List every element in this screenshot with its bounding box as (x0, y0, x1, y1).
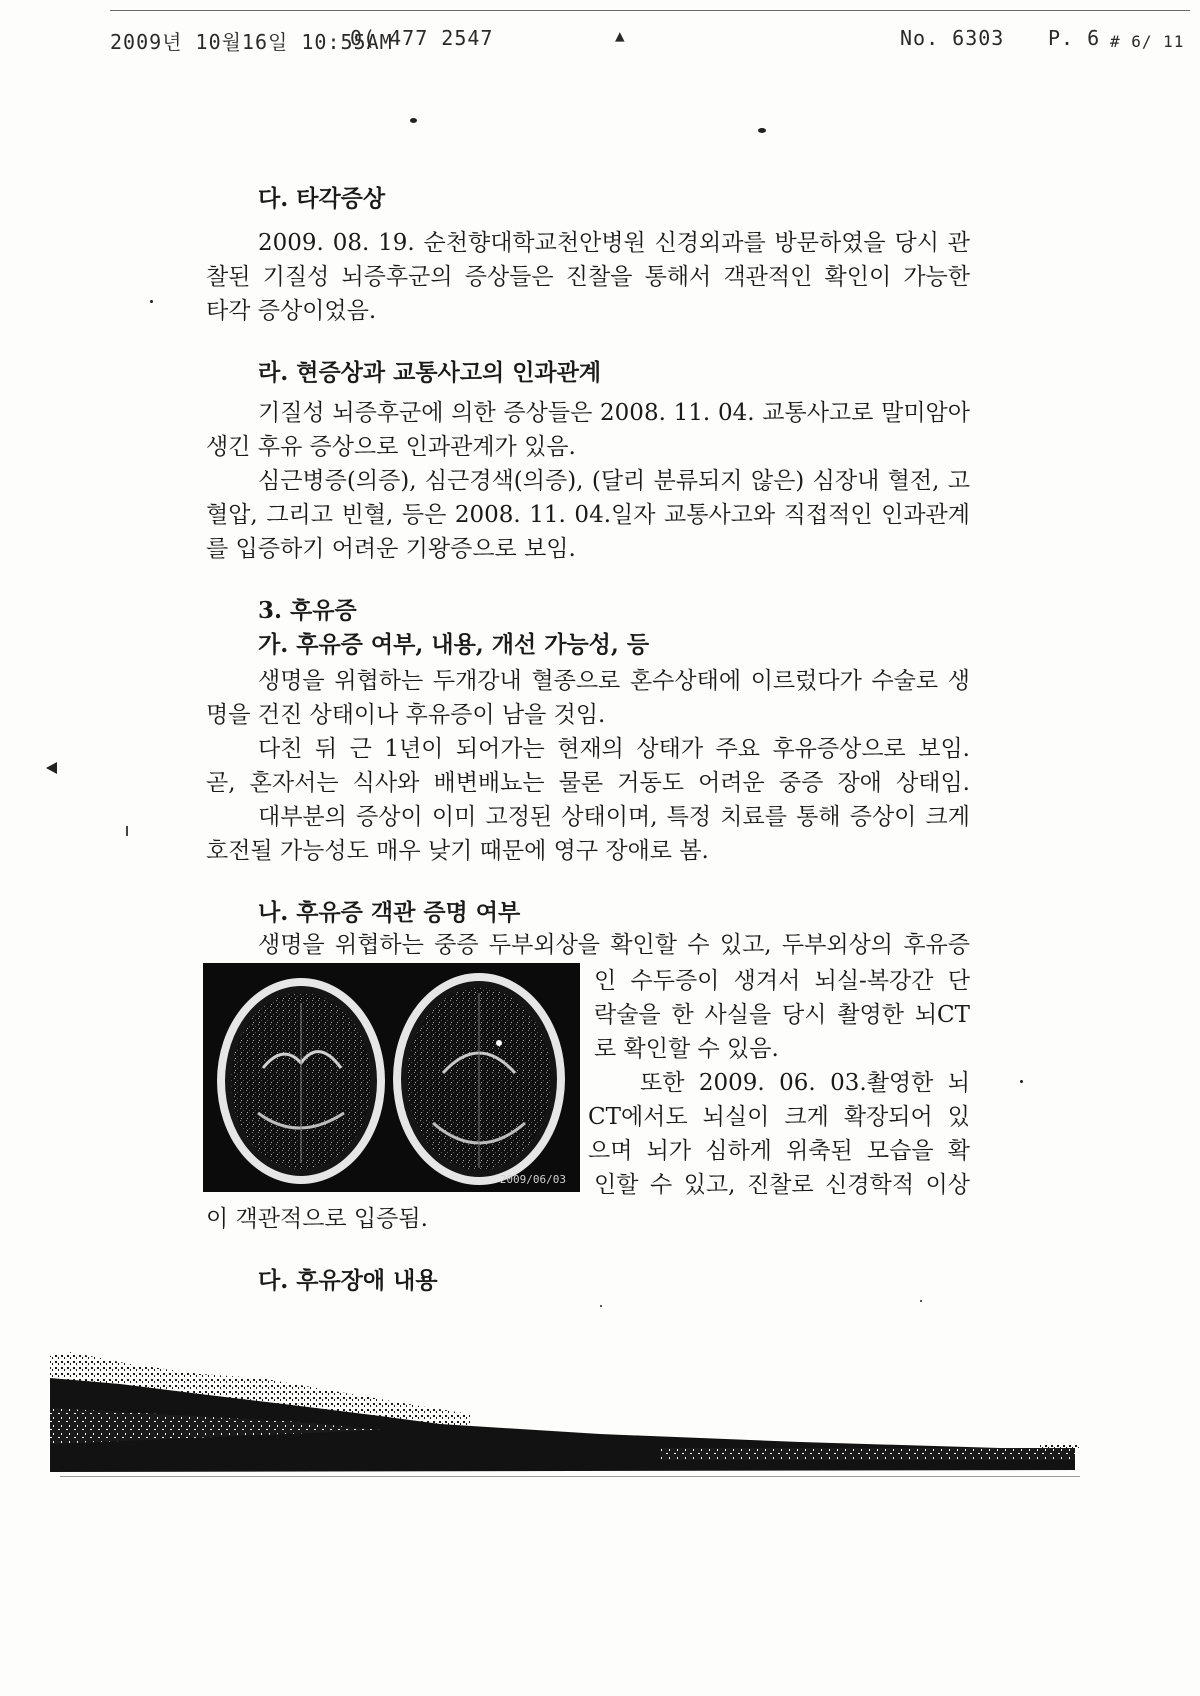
subsection-heading-objective-proof: 나. 후유증 객관 증명 여부 (258, 899, 521, 926)
scan-speck (920, 1300, 922, 1302)
scan-speck (410, 118, 417, 123)
body-line: 곧, 혼자서는 식사와 배변배뇨는 물론 거동도 어려운 중증 장애 상태임. (206, 770, 970, 796)
body-line: 인 수두증이 생겨서 뇌실-복강간 단 (594, 968, 970, 994)
scan-artifact-band (0, 1348, 1200, 1488)
scan-speck (600, 1305, 602, 1307)
section-heading-sequelae: 3. 후유증 (258, 597, 357, 624)
body-line: 다친 뒤 근 1년이 되어가는 현재의 상태가 주요 후유증상으로 보임. (258, 736, 970, 762)
fax-job-number: No. 6303 (900, 26, 1005, 50)
body-line: 이 객관적으로 입증됨. (206, 1206, 428, 1232)
body-line: 락술을 한 사실을 당시 촬영한 뇌CT (594, 1002, 970, 1028)
body-line: 를 입증하기 어려운 기왕증으로 보임. (206, 536, 576, 562)
body-line: 심근병증(의증), 심근경색(의증), (달리 분류되지 않은) 심장내 혈전, 고 (258, 468, 970, 494)
body-line: 으며 뇌가 심하게 위축된 모습을 확 (588, 1138, 970, 1164)
body-line: 생명을 위협하는 중증 두부외상을 확인할 수 있고, 두부외상의 후유증 (258, 932, 970, 958)
section-heading-causality: 라. 현증상과 교통사고의 인과관계 (258, 359, 602, 386)
body-line: 로 확인할 수 있음. (594, 1036, 779, 1062)
fax-page-number: P. 6 (1048, 26, 1101, 50)
body-line: 기질성 뇌증후군에 의한 증상들은 2008. 11. 04. 교통사고로 말미암아 (258, 400, 970, 426)
body-line: 명을 건진 상태이나 후유증이 남을 것임. (206, 702, 606, 728)
fax-header-rule (110, 10, 1190, 11)
body-line: 호전될 가능성도 매우 낮기 때문에 영구 장애로 봄. (206, 838, 709, 864)
margin-tick (126, 826, 128, 836)
subsection-heading-disability-content: 다. 후유장애 내용 (258, 1267, 438, 1294)
body-line: 대부분의 증상이 이미 고정된 상태이며, 특정 치료를 통해 증상이 크게 (258, 804, 970, 830)
section-heading-objective-symptoms: 다. 타각증상 (258, 185, 386, 212)
fax-header (110, 18, 1190, 58)
body-line: 또한 2009. 06. 03.촬영한 뇌 (640, 1070, 970, 1096)
fax-page-count: # 6/ 11 (1110, 32, 1185, 51)
triangle-up-icon: ▲ (615, 26, 626, 45)
subsection-heading-sequelae-content: 가. 후유증 여부, 내용, 개선 가능성, 등 (258, 631, 650, 658)
body-line: 인할 수 있고, 진찰로 신경학적 이상 (594, 1172, 970, 1198)
body-line: 찰된 기질성 뇌증후군의 증상들은 진찰을 통해서 객관적인 확인이 가능한 (206, 264, 970, 290)
body-line: 생긴 후유 증상으로 인과관계가 있음. (206, 434, 576, 460)
brain-ct-image (203, 963, 580, 1192)
body-line: 2009. 08. 19. 순천향대학교천안병원 신경외과를 방문하였을 당시 관 (258, 230, 970, 256)
body-line: 타각 증상이었음. (206, 298, 377, 324)
scan-speck (1020, 1080, 1023, 1083)
scan-speck (758, 128, 766, 133)
margin-arrow-icon (46, 762, 58, 774)
body-line: 생명을 위협하는 두개강내 혈종으로 혼수상태에 이르렀다가 수술로 생 (258, 668, 970, 694)
scan-speck (150, 300, 153, 303)
body-line: CT에서도 뇌실이 크게 확장되어 있 (588, 1104, 970, 1130)
fax-date-time: 2009년 10월16일 10:55AM (110, 30, 393, 54)
fax-sender-number: 0( 477 2547 (350, 26, 494, 50)
body-line: 혈압, 그리고 빈혈, 등은 2008. 11. 04.일자 교통사고와 직접적인 인과관계 (206, 502, 970, 528)
ct-date-stamp: 2009/06/03 (499, 1173, 566, 1186)
